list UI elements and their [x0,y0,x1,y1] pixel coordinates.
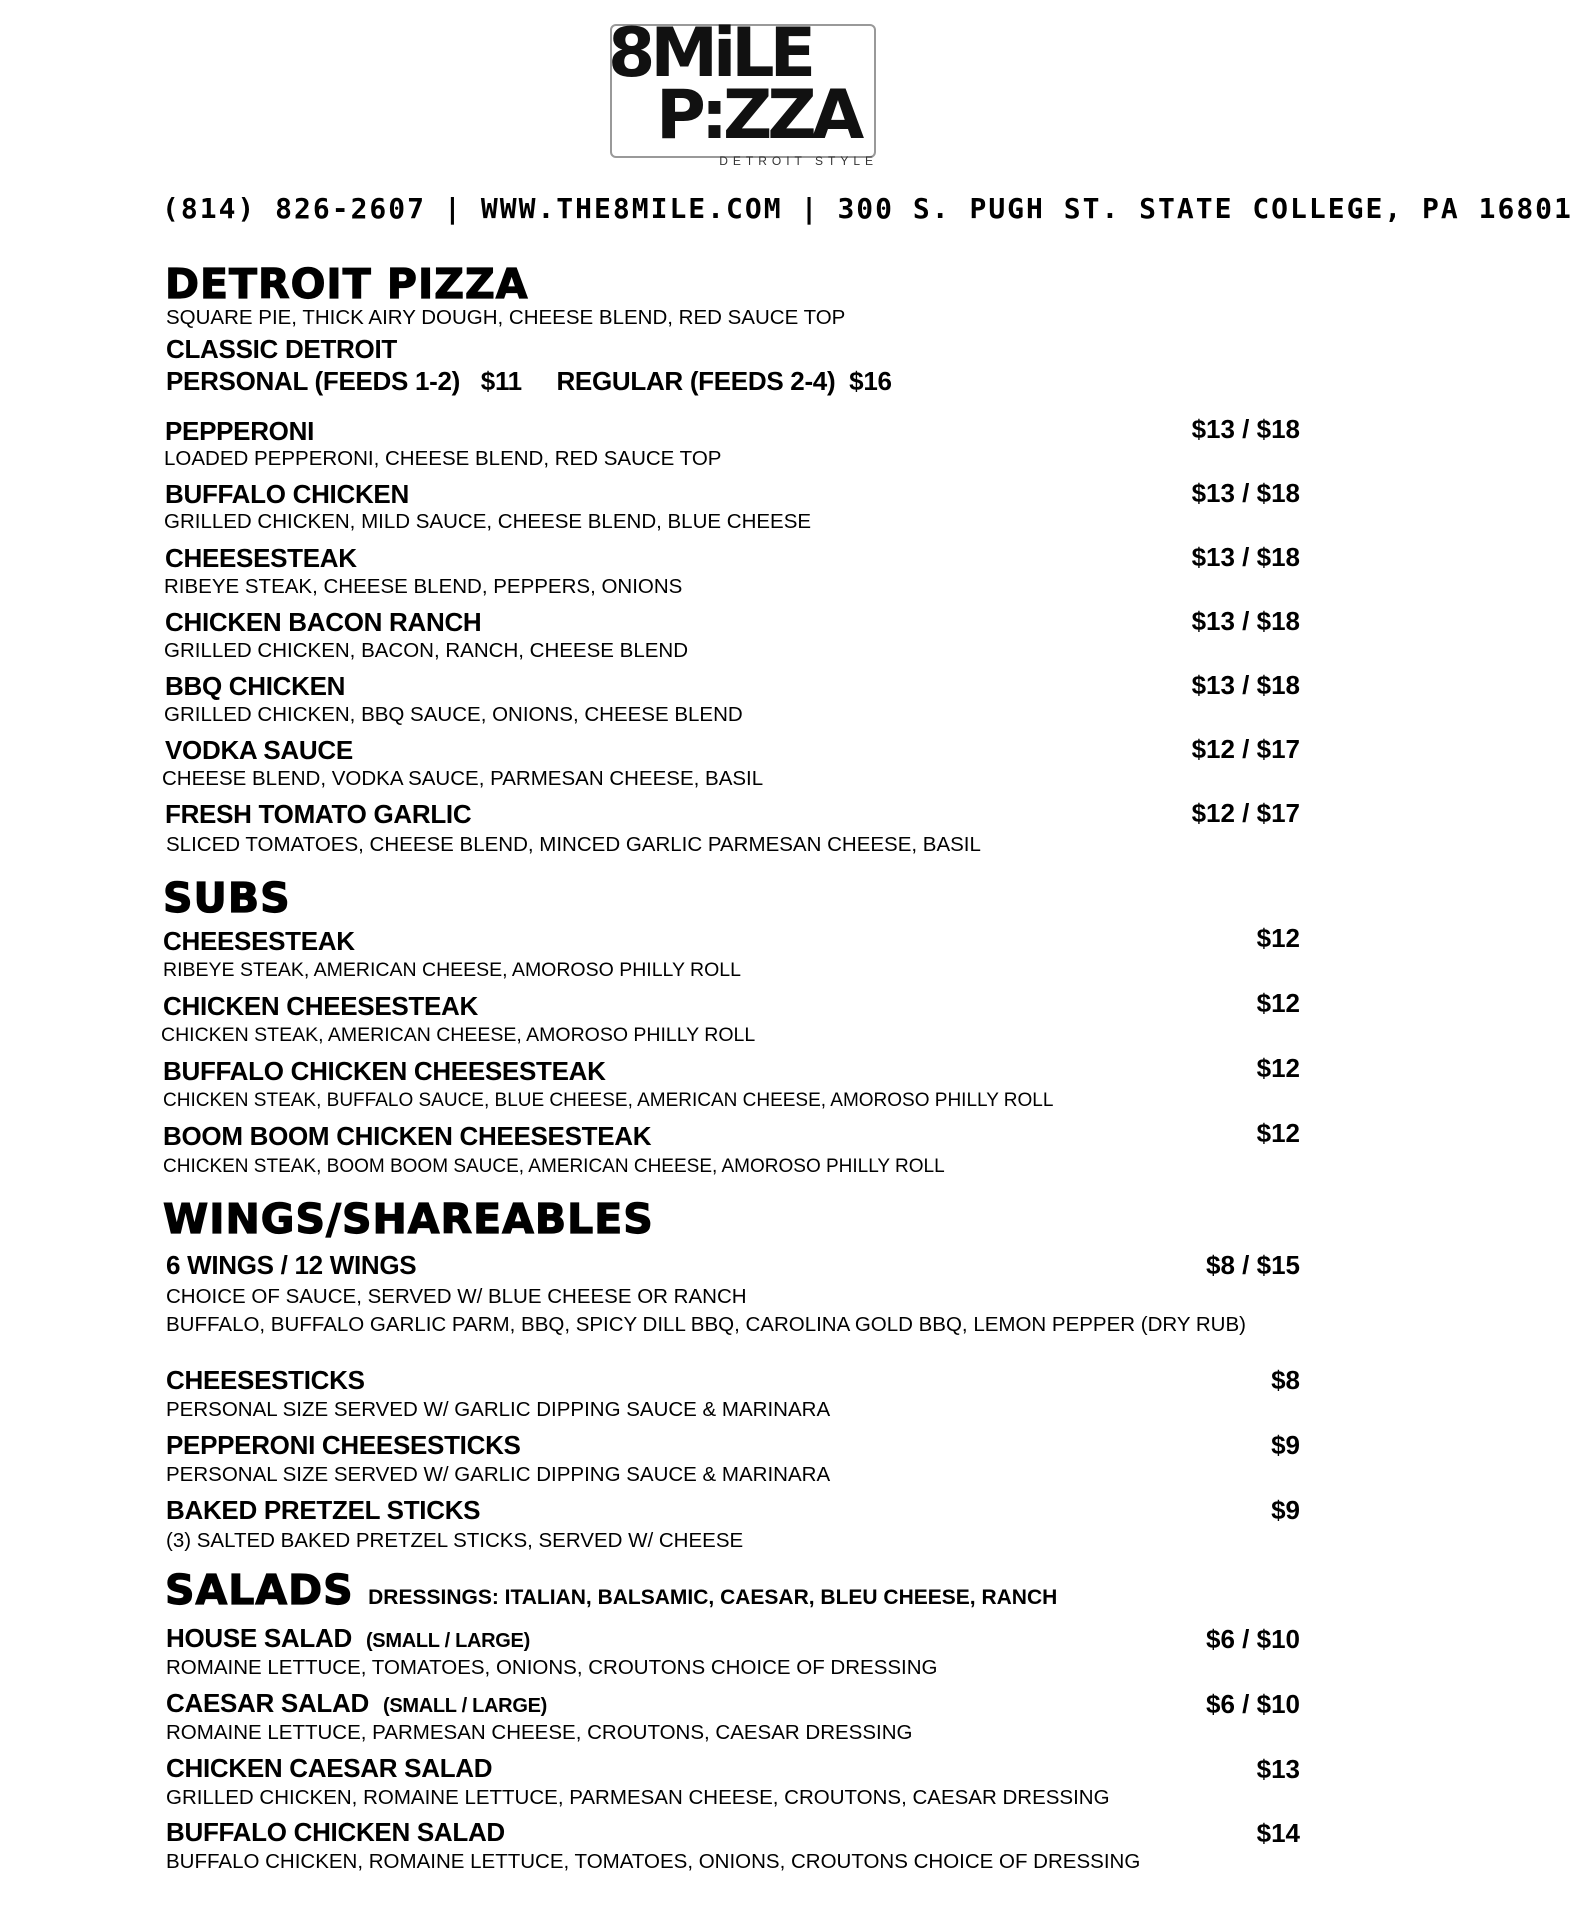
item-name: CHICKEN CHEESESTEAK [163,991,479,1021]
item-name: BUFFALO CHICKEN CHEESESTEAK [163,1056,606,1086]
item-name [166,1623,530,1656]
section-title-salads: SALADS [165,1566,354,1614]
logo [608,12,878,167]
website-link[interactable]: WWW.THE8MILE.COM [480,191,783,225]
item-description: GRILLED CHICKEN, BBQ SAUCE, ONIONS, CHEESE BLEND [164,703,743,726]
size-note: (SMALL / LARGE) [382,1695,547,1717]
item-description: ROMAINE LETTUCE, TOMATOES, ONIONS, CROUTONS CHOICE OF DRESSING [166,1656,938,1679]
item-price: $12 [1256,988,1300,1018]
item-description: CHOICE OF SAUCE, SERVED W/ BLUE CHEESE OR RANCH [166,1285,747,1308]
item-price: $13 / $18 [1191,670,1300,700]
item-price: $8 / $15 [1206,1250,1300,1280]
item-name-text: CAESAR SALAD [166,1688,369,1718]
item-description: CHICKEN STEAK, BOOM BOOM SAUCE, AMERICAN CHEESE, AMOROSO PHILLY ROLL [163,1156,945,1177]
item-name: 6 WINGS / 12 WINGS [166,1250,417,1280]
item-name: PEPPERONI CHEESESTICKS [166,1430,521,1460]
sauce-options: BUFFALO, BUFFALO GARLIC PARM, BBQ, SPICY DILL BBQ, CAROLINA GOLD BBQ, LEMON PEPPER (DRY RUB) [166,1313,1246,1336]
item-description: SLICED TOMATOES, CHEESE BLEND, MINCED GARLIC PARMESAN CHEESE, BASIL [166,833,981,856]
item-name: BUFFALO CHICKEN SALAD [166,1817,505,1847]
item-price: $12 [1256,1053,1300,1083]
logo-line-1: 8MiLE [608,14,812,93]
item-name: FRESH TOMATO GARLIC [165,799,472,829]
item-description: PERSONAL SIZE SERVED W/ GARLIC DIPPING SAUCE & MARINARA [166,1463,831,1486]
item-description: ROMAINE LETTUCE, PARMESAN CHEESE, CROUTONS, CAESAR DRESSING [166,1721,913,1744]
dressings-list: DRESSINGS: ITALIAN, BALSAMIC, CAESAR, BLEU CHEESE, RANCH [368,1586,1058,1609]
size-pricing-line: PERSONAL (FEEDS 1-2) $11 REGULAR (FEEDS 2-4) $16 [166,366,892,396]
phone-number: (814) 826-2607 [162,191,427,225]
item-name: CHEESESTEAK [165,543,357,573]
item-price: $12 / $17 [1191,734,1300,764]
item-name: CHEESESTEAK [163,926,355,956]
item-name: CHICKEN BACON RANCH [165,607,482,637]
contact-line [162,188,1573,228]
item-description: GRILLED CHICKEN, MILD SAUCE, CHEESE BLEND, BLUE CHEESE [164,510,812,533]
item-description: LOADED PEPPERONI, CHEESE BLEND, RED SAUCE TOP [164,447,722,470]
item-price: $12 / $17 [1191,798,1300,828]
item-description: CHEESE BLEND, VODKA SAUCE, PARMESAN CHEESE, BASIL [162,767,764,790]
item-price: $13 / $18 [1191,478,1300,508]
item-description: BUFFALO CHICKEN, ROMAINE LETTUCE, TOMATOES, ONIONS, CROUTONS CHOICE OF DRESSING [166,1850,1141,1873]
item-price: $9 [1271,1430,1300,1460]
logo-tagline: DETROIT STYLE [719,154,878,168]
section-title-detroit-pizza: DETROIT PIZZA [165,260,529,308]
logo-line-2: P:ZZA [656,76,860,155]
address: 300 S. PUGH ST. STATE COLLEGE, PA 16801 [837,191,1573,225]
item-price: $13 / $18 [1191,542,1300,572]
item-name [166,1688,547,1721]
item-price: $12 [1256,923,1300,953]
item-description: PERSONAL SIZE SERVED W/ GARLIC DIPPING SAUCE & MARINARA [166,1398,831,1421]
item-description: GRILLED CHICKEN, BACON, RANCH, CHEESE BLEND [164,639,689,662]
item-name: BOOM BOOM CHICKEN CHEESESTEAK [163,1121,652,1151]
item-description: GRILLED CHICKEN, ROMAINE LETTUCE, PARMESAN CHEESE, CROUTONS, CAESAR DRESSING [166,1786,1110,1809]
separator: | [444,191,463,225]
item-price: $12 [1256,1118,1300,1148]
classic-detroit-label: CLASSIC DETROIT [166,334,397,364]
item-description: RIBEYE STEAK, AMERICAN CHEESE, AMOROSO PHILLY ROLL [163,959,741,981]
item-price: $9 [1271,1495,1300,1525]
item-description: (3) SALTED BAKED PRETZEL STICKS, SERVED W/ CHEESE [166,1529,744,1552]
item-price: $13 / $18 [1191,414,1300,444]
item-name: VODKA SAUCE [165,735,353,765]
item-price: $14 [1256,1818,1300,1848]
section-title-wings: WINGS/SHAREABLES [163,1195,654,1243]
size-note: (SMALL / LARGE) [365,1630,530,1652]
item-description: CHICKEN STEAK, BUFFALO SAUCE, BLUE CHEESE, AMERICAN CHEESE, AMOROSO PHILLY ROLL [163,1090,1054,1111]
item-name: PEPPERONI [165,416,315,446]
section-subtitle: SQUARE PIE, THICK AIRY DOUGH, CHEESE BLEND, RED SAUCE TOP [166,306,846,329]
separator: | [800,191,820,225]
item-price: $13 / $18 [1191,606,1300,636]
item-description: CHICKEN STEAK, AMERICAN CHEESE, AMOROSO PHILLY ROLL [161,1024,756,1046]
item-price: $6 / $10 [1206,1624,1300,1654]
item-description: RIBEYE STEAK, CHEESE BLEND, PEPPERS, ONIONS [164,575,683,598]
item-name: CHEESESTICKS [166,1365,365,1395]
item-price: $6 / $10 [1206,1689,1300,1719]
item-price: $8 [1271,1365,1300,1395]
item-name: BAKED PRETZEL STICKS [166,1495,481,1525]
item-price: $13 [1256,1754,1300,1784]
item-name: BUFFALO CHICKEN [165,479,409,509]
section-title-subs: SUBS [163,874,291,922]
item-name: CHICKEN CAESAR SALAD [166,1753,493,1783]
item-name-text: HOUSE SALAD [166,1623,352,1653]
salads-header [165,1568,1057,1612]
item-name: BBQ CHICKEN [165,671,346,701]
